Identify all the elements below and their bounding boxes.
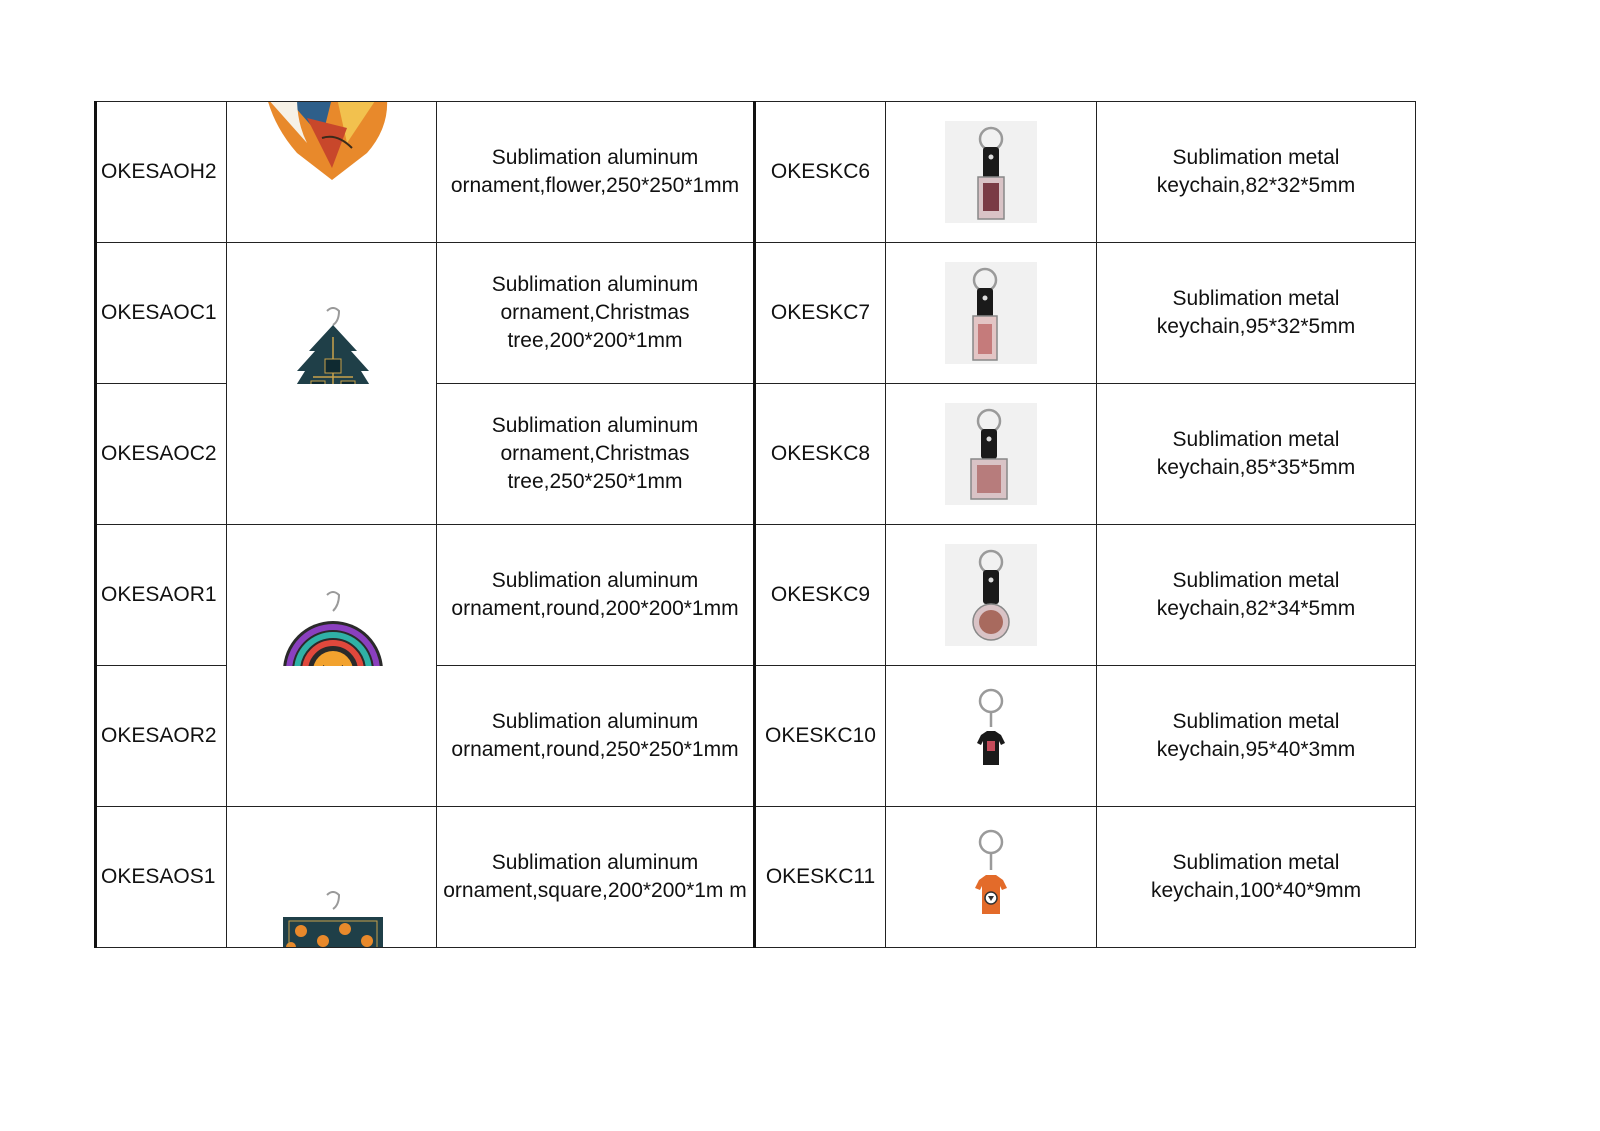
- product-desc-cell: Sublimation aluminum ornament,round,250*250*1mm: [437, 666, 755, 807]
- product-desc-cell: Sublimation metal keychain,100*40*9mm: [1097, 807, 1416, 948]
- product-desc-cell: Sublimation metal keychain,82*34*5mm: [1097, 525, 1416, 666]
- product-code-cell: OKESKC11: [755, 807, 886, 948]
- round-ornament-icon: [227, 589, 437, 666]
- product-image-cell: [886, 102, 1097, 243]
- product-desc-cell: Sublimation aluminum ornament,Christmas tree,250*250*1mm: [437, 384, 755, 525]
- product-code-cell: OKESKC10: [755, 666, 886, 807]
- product-desc-cell: Sublimation metal keychain,95*32*5mm: [1097, 243, 1416, 384]
- product-image-cell: [886, 666, 1097, 807]
- product-desc-cell: Sublimation metal keychain,82*32*5mm: [1097, 102, 1416, 243]
- rectangle-keychain-icon: [945, 262, 1037, 364]
- product-code-cell: OKESAOC1: [96, 243, 227, 384]
- product-image-cell: [886, 807, 1097, 948]
- product-desc-cell: Sublimation metal keychain,85*35*5mm: [1097, 384, 1416, 525]
- product-code-cell: OKESAOR1: [96, 525, 227, 666]
- round-keychain-icon: [945, 544, 1037, 646]
- product-desc-cell: Sublimation aluminum ornament,round,200*200*1mm: [437, 525, 755, 666]
- table-row: [96, 807, 1416, 948]
- table-row: [96, 243, 1416, 384]
- square-keychain-icon: [945, 403, 1037, 505]
- flower-ornament-icon: [227, 102, 437, 189]
- product-image-cell: [227, 243, 437, 384]
- product-table: [94, 101, 1416, 948]
- table-row: [96, 666, 1416, 807]
- tshirt-keychain-icon: [945, 826, 1037, 928]
- table-row: [96, 525, 1416, 666]
- product-image-cell: [227, 384, 437, 525]
- product-code-cell: OKESKC8: [755, 384, 886, 525]
- product-image-cell: [227, 807, 437, 948]
- product-code-cell: OKESKC7: [755, 243, 886, 384]
- square-ornament-icon: [227, 891, 437, 948]
- product-desc-cell: Sublimation aluminum ornament,Christmas tree,200*200*1mm: [437, 243, 755, 384]
- product-code-cell: OKESAOC2: [96, 384, 227, 525]
- product-image-cell: [886, 243, 1097, 384]
- product-desc-cell: Sublimation metal keychain,95*40*3mm: [1097, 666, 1416, 807]
- product-image-cell: [886, 384, 1097, 525]
- christmas-tree-ornament-icon: [227, 307, 437, 384]
- product-image-cell: [227, 525, 437, 666]
- product-image-cell: [227, 666, 437, 807]
- rectangle-keychain-icon: [945, 121, 1037, 223]
- product-desc-cell: Sublimation aluminum ornament,flower,250*250*1mm: [437, 102, 755, 243]
- product-code-cell: OKESKC6: [755, 102, 886, 243]
- product-code-cell: OKESAOR2: [96, 666, 227, 807]
- tshirt-keychain-icon: [945, 685, 1037, 787]
- table-row: [96, 102, 1416, 243]
- product-code-cell: OKESKC9: [755, 525, 886, 666]
- product-image-cell: [227, 102, 437, 243]
- product-desc-cell: Sublimation aluminum ornament,square,200*200*1m m: [437, 807, 755, 948]
- product-code-cell: OKESAOH2: [96, 102, 227, 243]
- product-code-cell: OKESAOS1: [96, 807, 227, 948]
- table-row: [96, 384, 1416, 525]
- product-image-cell: [886, 525, 1097, 666]
